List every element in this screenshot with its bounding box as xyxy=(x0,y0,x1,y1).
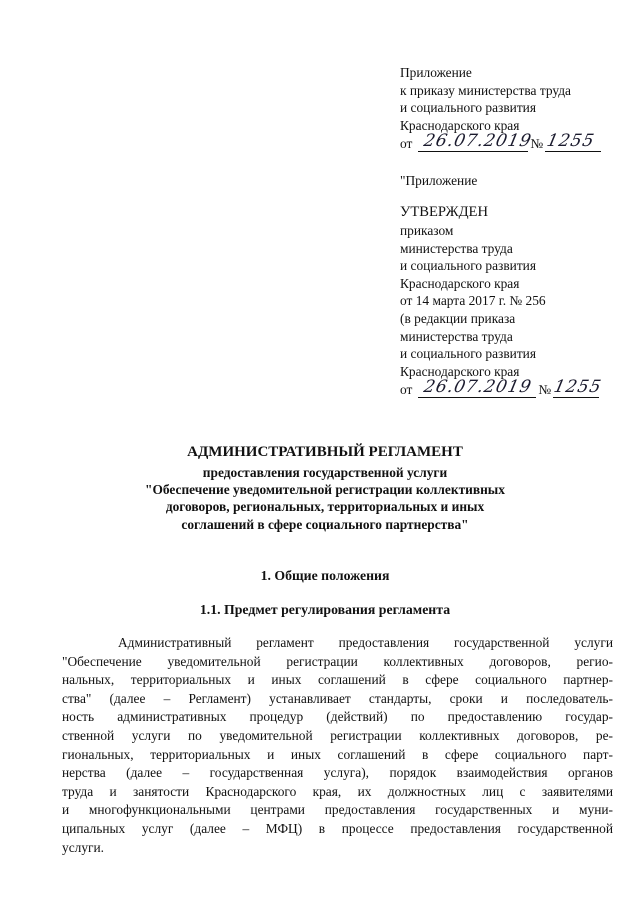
handwritten-date: 26.07.2019 xyxy=(422,131,534,152)
approved-line: Краснодарского края xyxy=(400,363,520,379)
section-heading: 1. Общие положения xyxy=(260,568,390,583)
section-subheading: 1.1. Предмет регулирования регламента xyxy=(199,602,451,617)
body-paragraph xyxy=(62,634,613,857)
quoted-appendix-label: "Приложение xyxy=(400,173,478,188)
number-field xyxy=(552,377,604,398)
number-prefix: № xyxy=(530,135,544,151)
approved-heading: УТВЕРЖДЕН xyxy=(400,204,488,220)
date-field xyxy=(418,131,534,152)
subtitle-line: соглашений в сфере социального партнерства" xyxy=(181,516,469,532)
body-line: Административный регламент предоставления государственной услуги xyxy=(118,635,613,650)
number-prefix: № xyxy=(538,381,552,397)
subtitle-line: предоставления государственной услуги xyxy=(202,465,448,480)
handwritten-number: 1255 xyxy=(545,131,597,152)
body-line: ность административных процедур (действий) по предоставлению государ- xyxy=(62,709,613,725)
number-field xyxy=(545,131,601,152)
appendix-block xyxy=(400,64,632,152)
subtitle-line: договоров, региональных, территориальных и иных xyxy=(165,499,485,515)
body-line: "Обеспечение уведомительной регистрации коллективных договоров, регио- xyxy=(62,653,613,669)
regulation-subtitle xyxy=(60,464,590,533)
approved-line: министерства труда xyxy=(400,240,513,256)
appendix-line: Краснодарского края xyxy=(400,117,520,133)
date-prefix: от xyxy=(400,135,413,151)
approved-line: от 14 марта 2017 г. № 256 xyxy=(400,293,546,309)
body-line: гиональных, территориальных и иных соглашений в сфере социального парт- xyxy=(62,746,613,762)
body-line: ципальных услуг (далее – МФЦ) в процессе предоставления государственной xyxy=(62,820,613,836)
body-line: ственной услуги по уведомительной регистрации коллективных договоров, ре- xyxy=(62,727,613,743)
approved-line: (в редакции приказа xyxy=(400,310,516,326)
approved-line: и социального развития xyxy=(400,258,536,274)
approved-date-line xyxy=(400,377,632,398)
appendix-line: Приложение xyxy=(400,65,472,80)
body-line: услуги. xyxy=(62,839,105,855)
body-line: труда и занятости Краснодарского края, их должностных лиц с заявителями xyxy=(62,783,613,799)
body-line: ства" (далее – Регламент) устанавливает стандарты, сроки и последователь- xyxy=(62,690,613,706)
approved-line: и социального развития xyxy=(400,346,536,362)
body-line: нальных, территориальных и иных соглашений в сфере социального партнер- xyxy=(62,672,613,688)
appendix-date-line xyxy=(400,131,632,152)
subtitle-line: "Обеспечение уведомительной регистрации коллективных xyxy=(145,482,505,498)
handwritten-date: 26.07.2019 xyxy=(422,377,534,398)
appendix-line: и социального развития xyxy=(400,100,536,116)
date-field xyxy=(418,377,536,398)
date-prefix: от xyxy=(400,381,413,397)
body-line: нерства (далее – государственная услуга), порядок взаимодействия органов xyxy=(62,765,613,781)
appendix-line: к приказу министерства труда xyxy=(400,82,571,98)
handwritten-number: 1255 xyxy=(552,377,604,398)
body-line: и многофункциональными центрами предоставления государственных и муни- xyxy=(62,802,613,818)
regulation-title: АДМИНИСТРАТИВНЫЙ РЕГЛАМЕНТ xyxy=(187,444,463,460)
approved-block xyxy=(400,202,632,398)
approved-line: министерства труда xyxy=(400,328,513,344)
approved-line: Краснодарского края xyxy=(400,275,520,291)
approved-line: приказом xyxy=(400,223,454,238)
quoted-appendix xyxy=(400,172,632,190)
